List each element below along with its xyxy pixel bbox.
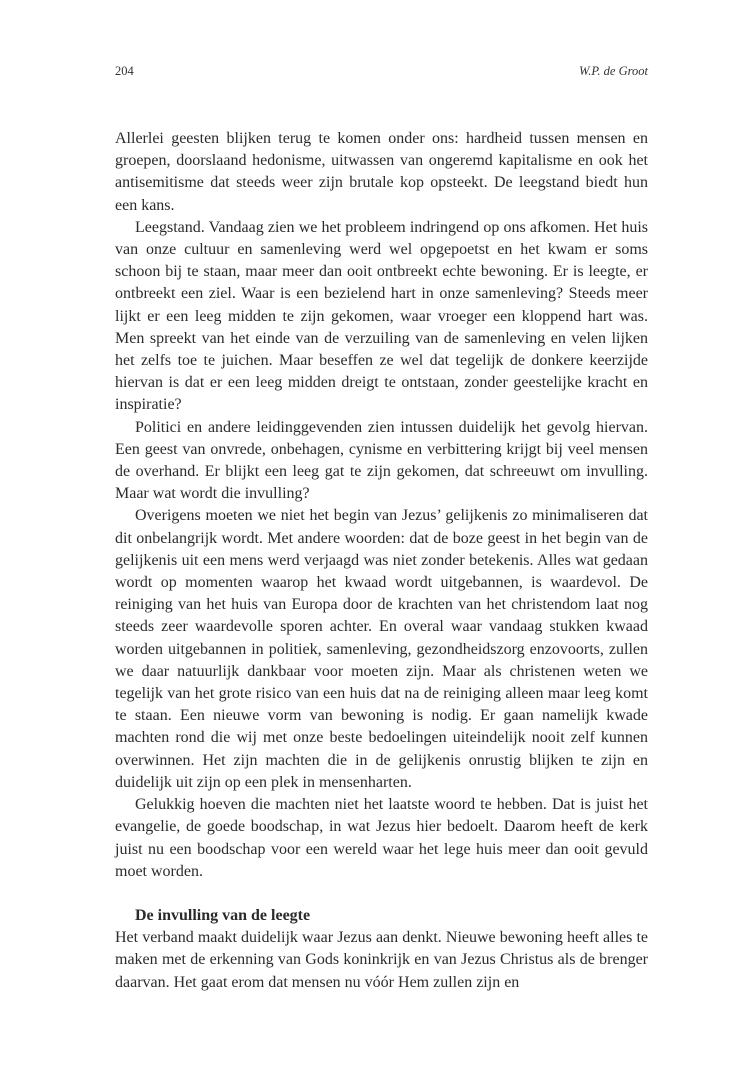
section-heading: De invulling van de leegte xyxy=(135,906,311,924)
paragraph: Allerlei geesten blijken terug te komen onder ons: hardheid tussen mensen en groepen, doorslaand hedonisme, uitwassen van ongeremd kapitalisme en ook het antisemitisme dat steeds weer zijn brutale kop opsteekt. De leegstand biedt hun een kans. xyxy=(115,130,648,214)
paragraph: Leegstand. Vandaag zien we het probleem indringend op ons afkomen. Het huis van onze cultuur en samenleving werd wel opgepoetst en het kwam er soms schoon bij te staan, maar meer dan ooit ontbreekt echte bewoning. Er is leegte, er ontbreekt een ziel. Waar is een bezielend hart in onze samenleving? Steeds meer lijkt er een leeg midden te zijn gekomen, waar vroeger een kloppend hart was. Men spreekt van het einde van de verzuiling van de samenleving en velen lijken het zelfs toe te juichen. Maar beseffen ze wel dat tegelijk de donkere keerzijde hiervan is dat er een leeg midden dreigt te ontstaan, zonder geestelijke kracht en inspiratie? xyxy=(115,218,648,414)
running-head-author: W.P. de Groot xyxy=(579,64,648,78)
page-header xyxy=(115,64,648,82)
paragraph: Gelukkig hoeven die machten niet het laatste woord te hebben. Dat is juist het evangelie, de goede boodschap, in wat Jezus hier bedoelt. Daarom heeft de kerk juist nu een boodschap voor een wereld waar het lege huis meer dan ooit gevuld moet worden. xyxy=(115,796,648,880)
paragraph: Politici en andere leidinggevenden zien intussen duidelijk het gevolg hiervan. Een geest van onvrede, onbehagen, cynisme en verbittering krijgt bij veel mensen de overhand. Er blijkt een leeg gat te zijn gekomen, dat schreeuwt om invulling. Maar wat wordt die invulling? xyxy=(115,418,648,503)
paragraph: Het verband maakt duidelijk waar Jezus aan denkt. Nieuwe bewoning heeft alles te maken met de erkenning van Gods koninkrijk en van Jezus Christus als de brenger daarvan. Het gaat erom dat mensen nu vóór Hem zullen zijn en xyxy=(115,929,648,991)
page-body xyxy=(115,128,648,994)
paragraph: Overigens moeten we niet het begin van Jezus’ gelijkenis zo minimaliseren dat dit onbelangrijk wordt. Met andere woorden: dat de boze geest in het begin van de gelijkenis uit een mens werd verjaagd was niet zonder betekenis. Alles wat gedaan wordt op momenten waarop het kwaad wordt uitgebannen, is waardevol. De reiniging van het huis van Europa door de krachten van het christendom laat nog steeds zeer waardevolle sporen achter. En overal waar vandaag stukken kwaad worden uitgebannen in politiek, samenleving, gezondheidszorg enzovoorts, zullen we daar natuurlijk dankbaar voor moeten zijn. Maar als christenen weten we tegelijk van het grote risico van een huis dat na de reiniging alleen maar leeg komt te staan. Een nieuwe vorm van bewoning is nodig. Er gaan namelijk kwade machten rond die wij met onze beste bedoelingen uiteindelijk nooit zelf kunnen overwinnen. Het zijn machten die in de gelijkenis onrustig blijken te zijn en duidelijk uit zijn op een plek in mensenharten. xyxy=(115,507,648,791)
page-number: 204 xyxy=(115,64,134,78)
